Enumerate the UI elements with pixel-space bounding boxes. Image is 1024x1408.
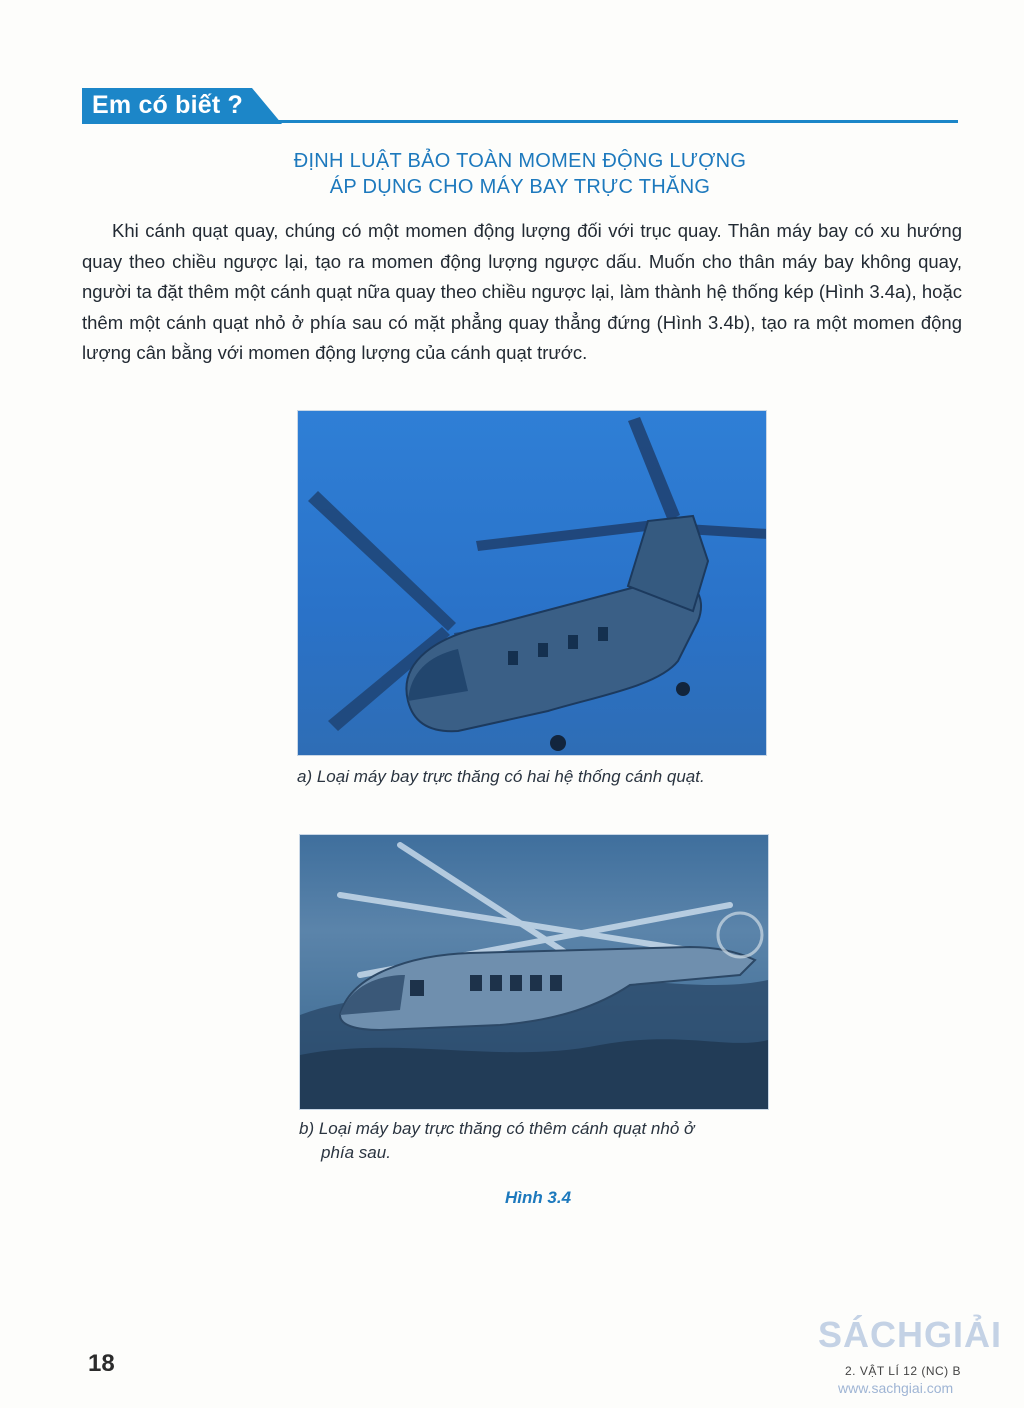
figure-b-caption bbox=[299, 1117, 769, 1165]
figure-b-caption-line-1: b) Loại máy bay trực thăng có thêm cánh quạt nhỏ ở bbox=[299, 1119, 695, 1138]
watermark-logo: SÁCHGIẢI bbox=[818, 1314, 1003, 1355]
section-title-line-1: ĐỊNH LUẬT BẢO TOÀN MOMEN ĐỘNG LƯỢNG bbox=[293, 150, 747, 172]
figure-a-tandem-rotor-helicopter bbox=[297, 410, 767, 756]
body-paragraph: Khi cánh quạt quay, chúng có một momen động lượng đối với trục quay. Thân máy bay có xu hướng quay theo chiều ngược lại, tạo ra momen động lượng ngược dấu. Muốn cho thân máy bay không quay, người ta đặt thêm một cánh quạt nữa quay theo chiều ngược lại, làm thành hệ thống kép (Hình 3.4a), hoặc thêm một cánh quạt nhỏ ở phía sau có mặt phẳng quay thẳng đứng (Hình 3.4b), tạo ra một momen động lượng cân bằng với momen động lượng của cánh quạt trước. bbox=[82, 220, 962, 363]
figure-b-tail-rotor-helicopter bbox=[299, 834, 769, 1110]
helicopter-b-illustration bbox=[300, 835, 768, 1109]
section-title-line-2: ÁP DỤNG CHO MÁY BAY TRỰC THĂNG bbox=[329, 176, 711, 198]
banner-rule bbox=[272, 120, 958, 123]
figure-label: Hình 3.4 bbox=[504, 1188, 572, 1207]
book-signature-mark: 2. VẬT LÍ 12 (NC) B bbox=[845, 1364, 961, 1378]
helicopter-a-illustration bbox=[298, 411, 766, 755]
page-number: 18 bbox=[88, 1350, 115, 1377]
watermark-url: www.sachgiai.com bbox=[838, 1380, 954, 1396]
section-title bbox=[82, 148, 958, 200]
section-banner bbox=[82, 88, 958, 126]
figure-a-caption: a) Loại máy bay trực thăng có hai hệ thống cánh quạt. bbox=[297, 767, 705, 786]
figure-b-caption-line-2: phía sau. bbox=[321, 1143, 391, 1162]
banner-title: Em có biết ? bbox=[92, 91, 244, 119]
